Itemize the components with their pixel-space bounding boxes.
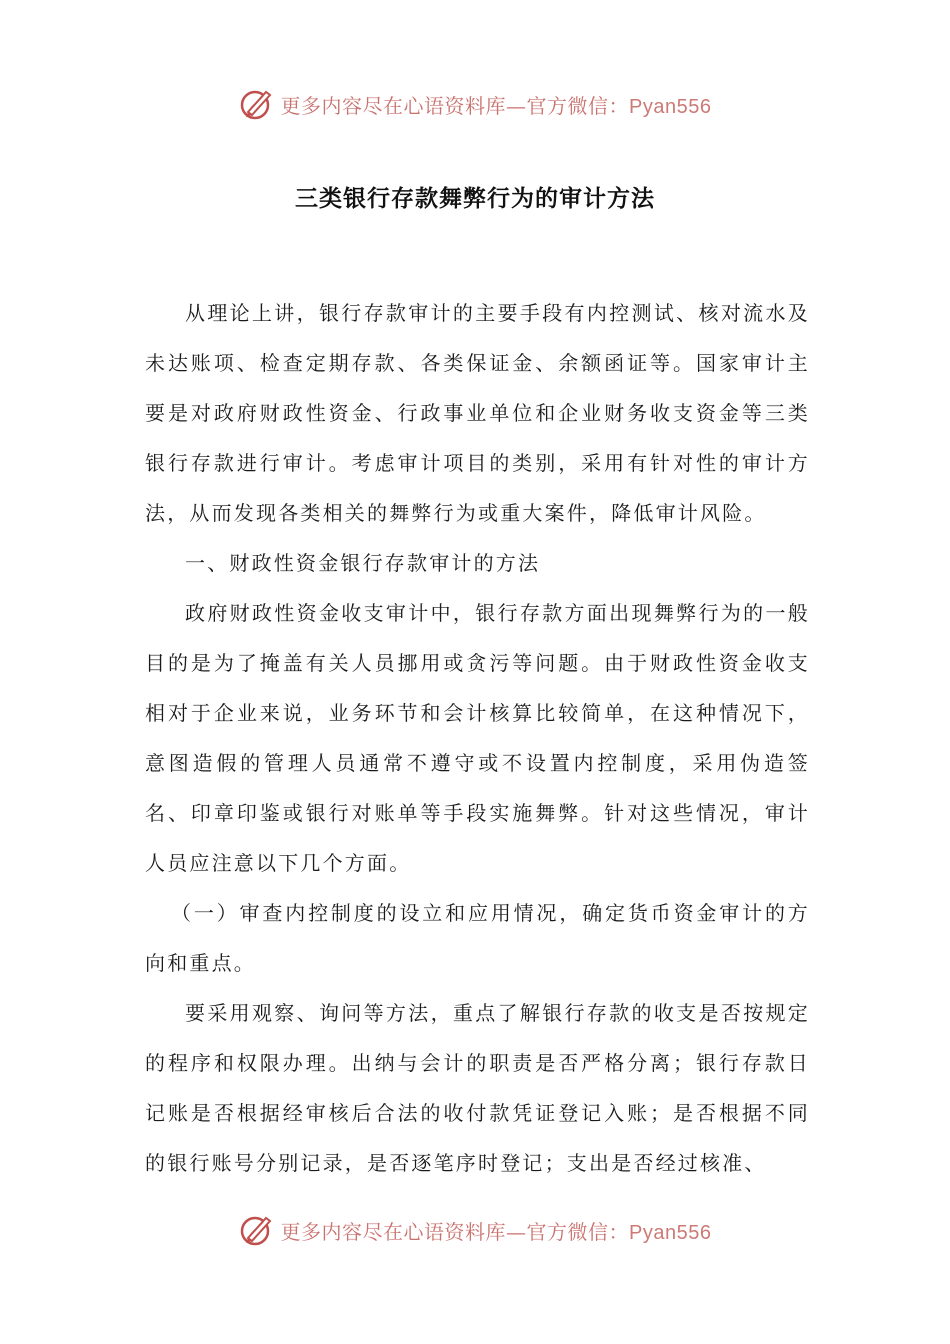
pen-logo-icon (239, 1212, 275, 1248)
watermark-wechat-id: Pyan556 (629, 1221, 712, 1244)
paragraph: 要采用观察、询问等方法，重点了解银行存款的收支是否按规定的程序和权限办理。出纳与会计的职责是否严格分离；银行存款日记账是否根据经审核后合法的收付款凭证登记入账；是否根据不同的银行账号分别记录，是否逐笔序时登记；支出是否经过核准、 (145, 1001, 810, 1175)
watermark-label: 更多内容尽在心语资料库—官方微信： (280, 93, 630, 118)
document-title: 三类银行存款舞弊行为的审计方法 (295, 185, 655, 212)
watermark-label: 更多内容尽在心语资料库—官方微信： (280, 1219, 630, 1244)
watermark-text (281, 1216, 712, 1245)
paragraph: 政府财政性资金收支审计中，银行存款方面出现舞弊行为的一般目的是为了掩盖有关人员挪用或贪污等问题。由于财政性资金收支相对于企业来说，业务环节和会计核算比较简单，在这种情况下，意图造假的管理人员通常不遵守或不设置内控制度，采用伪造签名、印章印鉴或银行对账单等手段实施舞弊。针对这些情况，审计人员应注意以下几个方面。 (145, 601, 810, 875)
watermark-text (281, 90, 712, 119)
watermark-wechat-id: Pyan556 (629, 95, 712, 118)
subsection-heading: （一）审查内控制度的设立和应用情况，确定货币资金审计的方向和重点。 (145, 901, 810, 975)
pen-logo-icon (239, 86, 275, 122)
watermark-footer (0, 1208, 950, 1252)
section-heading: 一、财政性资金银行存款审计的方法 (185, 551, 541, 575)
paragraph: 从理论上讲，银行存款审计的主要手段有内控测试、核对流水及未达账项、检查定期存款、各类保证金、余额函证等。国家审计主要是对政府财政性资金、行政事业单位和企业财务收支资金等三类银行存款进行审计。考虑审计项目的类别，采用有针对性的审计方法，从而发现各类相关的舞弊行为或重大案件，降低审计风险。 (145, 301, 810, 525)
watermark-header (0, 82, 950, 126)
document-body (145, 288, 810, 1188)
